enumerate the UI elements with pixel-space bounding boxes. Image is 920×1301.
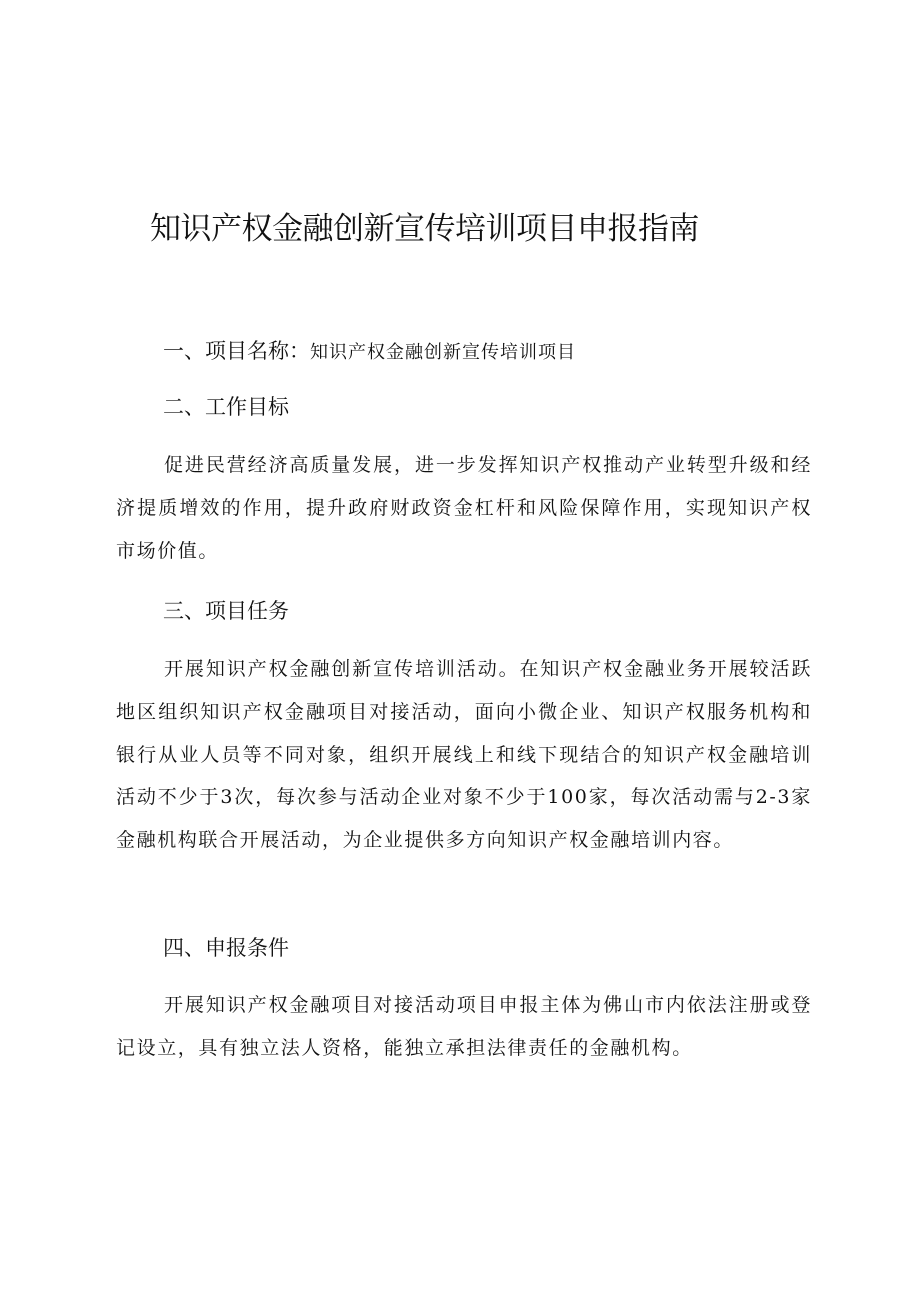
section-heading-project-name: 一、项目名称： [163, 339, 310, 363]
document-title: 知识产权金融创新宣传培训项目申报指南 [150, 211, 699, 247]
section-heading-application-conditions: 四、申报条件 [163, 936, 289, 960]
section-heading-project-tasks: 三、项目任务 [163, 599, 289, 623]
paragraph-work-goals: 促进民营经济高质量发展，进一步发挥知识产权推动产业转型升级和经济提质增效的作用，提升政府财政资金杠杆和风险保障作用，实现知识产权市场价值。 [116, 454, 812, 562]
section-heading-work-goals: 二、工作目标 [163, 395, 289, 419]
paragraph-application-conditions: 开展知识产权金融项目对接活动项目申报主体为佛山市内依法注册或登记设立，具有独立法人资格，能独立承担法律责任的金融机构。 [116, 994, 812, 1059]
paragraph-project-tasks: 开展知识产权金融创新宣传培训活动。在知识产权金融业务开展较活跃地区组织知识产权金融项目对接活动，面向小微企业、知识产权服务机构和银行从业人员等不同对象，组织开展线上和线下现结合的知识产权金融培训活动不少于3次，每次参与活动企业对象不少于100家，每次活动需与2-3家金融机构联合开展活动，为企业提供多方向知识产权金融培训内容。 [116, 658, 812, 852]
project-name-value: 知识产权金融创新宣传培训项目 [310, 342, 576, 363]
section-project-name [163, 336, 576, 368]
